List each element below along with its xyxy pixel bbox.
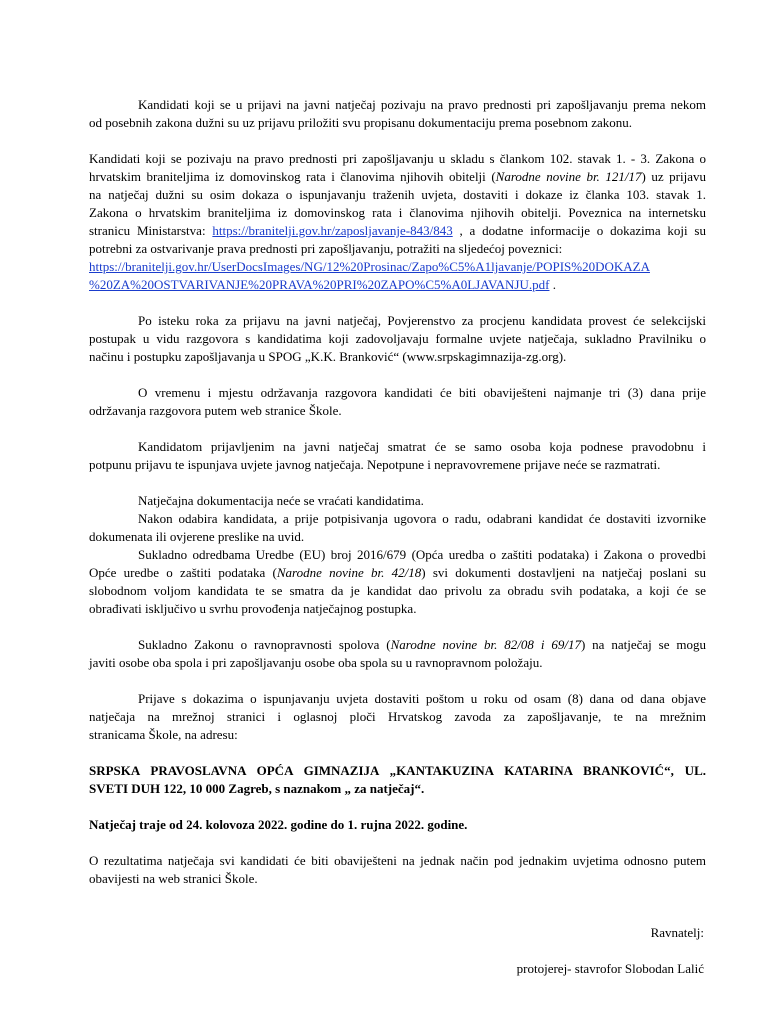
paragraph-line: stranicama Škole, na adresu: [89, 727, 238, 742]
paragraph-line: Kandidatom prijavljenim na javni natječaj smatrat će se samo osoba koja podnese pravodobnu i [138, 439, 706, 454]
text-span: , a dodatne informacije o dokazima koji su [452, 223, 706, 238]
paragraph-line [89, 168, 706, 186]
law-reference: Narodne novine br. 121/17 [495, 169, 642, 184]
paragraph-line: potpunu prijavu te ispunjava uvjete javnog natječaja. Nepotpune i nepravovremene prijave neće se razmatrati. [89, 457, 661, 472]
signature-title: Ravnatelj: [650, 925, 704, 940]
paragraph-line: Zakona o hrvatskim braniteljima iz domovinskog rata i članovima njihovih obitelji. Poveznica na internetsku [89, 205, 706, 220]
paragraph-line: načinu i postupku zapošljavanja u SPOG „K.K. Branković“ (www.srpskagimnazija-zg.org). [89, 349, 567, 364]
text-span: . [549, 277, 556, 292]
paragraph-line: javiti osobe oba spola i pri zapošljavanju osobe oba spola su u ravnopravnom položaju. [89, 655, 543, 670]
paragraph-line: Kandidati koji se pozivaju na pravo prednosti pri zapošljavanju u skladu s člankom 102. stavak 1. - 3. Zakona o [89, 151, 706, 166]
paragraph-line: slobodnom voljom kandidata te se smatra da je kandidat dao privolu za obradu svih podataka, a koji će se [89, 583, 706, 598]
text-span: ) na natječaj se mogu [580, 637, 707, 652]
paragraph-line: dokumenata ili ovjerene preslike na uvid. [89, 529, 305, 544]
paragraph-line: Po isteku roka za prijavu na javni natječaj, Povjerenstvo za procjenu kandidata provest će selekcijski [138, 313, 706, 328]
signature-name: protojerej- stavrofor Slobodan Lalić [516, 961, 704, 976]
school-address-continued: SVETI DUH 122, 10 000 Zagreb, s naznakom „ za natječaj“. [89, 781, 425, 796]
ministry-link[interactable]: https://branitelji.gov.hr/zaposljavanje-843/843 [212, 223, 453, 238]
school-address: SRPSKA PRAVOSLAVNA OPĆA GIMNAZIJA „KANTAKUZINA KATARINA BRANKOVIĆ“, UL. [89, 763, 706, 778]
paragraph-line: potrebni za ostvarivanje prava prednosti pri zapošljavanju, potražiti na sljedećoj poveznici: [89, 241, 563, 256]
paragraph-line: obrađivati isključivo u svrhu provođenja natječajnog postupka. [89, 601, 417, 616]
paragraph-line [89, 222, 706, 240]
paragraph-line: O rezultatima natječaja svi kandidati će biti obaviješteni na jednak način pod jednakim uvjetima odnosno putem [89, 853, 706, 868]
paragraph-line: Prijave s dokazima o ispunjavanju uvjeta dostaviti poštom u roku od osam (8) dana od dana objave [138, 691, 706, 706]
text-span: ) uz prijavu [641, 169, 707, 184]
paragraph-line: Sukladno odredbama Uredbe (EU) broj 2016/679 (Opća uredba o zaštiti podataka) i Zakona o provedbi [138, 547, 706, 562]
paragraph-line [138, 636, 706, 654]
paragraph-line: Kandidati koji se u prijavi na javni natječaj pozivaju na pravo prednosti pri zapošljavanju prema nekom [138, 97, 706, 112]
paragraph-line [89, 276, 556, 294]
paragraph-line: Natječajna dokumentacija neće se vraćati kandidatima. [138, 493, 424, 508]
text-span: ) svi dokumenti dostavljeni na natječaj poslani su [421, 565, 706, 580]
paragraph-line: obavijesti na web stranici Škole. [89, 871, 258, 886]
text-span: stranicu Ministarstva: [89, 223, 213, 238]
evidence-list-link[interactable]: https://branitelji.gov.hr/UserDocsImages/NG/12%20Prosinac/Zapo%C5%A1ljavanje/POPIS%20DOKAZA [89, 259, 650, 274]
paragraph-line: na natječaj dužni su osim dokaza o ispunjavanju traženih uvjeta, dostaviti i dokaze iz članka 103. stavak 1. [89, 187, 706, 202]
text-span: hrvatskim braniteljima iz domovinskog rata i članovima njihovih obitelji ( [89, 169, 496, 184]
text-span: Sukladno Zakonu o ravnopravnosti spolova ( [138, 637, 391, 652]
law-reference: Narodne novine br. 42/18 [276, 565, 422, 580]
paragraph-line [89, 258, 650, 276]
paragraph-line: O vremenu i mjestu održavanja razgovora kandidati će biti obaviješteni najmanje tri (3) dana prije [138, 385, 706, 400]
paragraph-line [89, 564, 706, 582]
paragraph-line: postupak u vidu razgovora s kandidatima koji zadovoljavaju formalne uvjete natječaja, sukladno Pravilniku o [89, 331, 706, 346]
text-span: Opće uredbe o zaštiti podataka ( [89, 565, 277, 580]
paragraph-line: od posebnih zakona dužni su uz prijavu priložiti svu propisanu dokumentaciju prema posebnom zakonu. [89, 115, 632, 130]
application-deadline: Natječaj traje od 24. kolovoza 2022. godine do 1. rujna 2022. godine. [89, 817, 468, 832]
paragraph-line: održavanja razgovora putem web stranice Škole. [89, 403, 342, 418]
law-reference: Narodne novine br. 82/08 i 69/17 [390, 637, 581, 652]
paragraph-line: Nakon odabira kandidata, a prije potpisivanja ugovora o radu, odabrani kandidat će dostaviti izvornike [138, 511, 706, 526]
evidence-list-link-continued[interactable]: %20ZA%20OSTVARIVANJE%20PRAVA%20PRI%20ZAPO%C5%A0LJAVANJU.pdf [89, 277, 550, 292]
paragraph-line: natječaja na mrežnoj stranici i oglasnoj ploči Hrvatskog zavoda za zapošljavanje, te na mrežnim [89, 709, 706, 724]
